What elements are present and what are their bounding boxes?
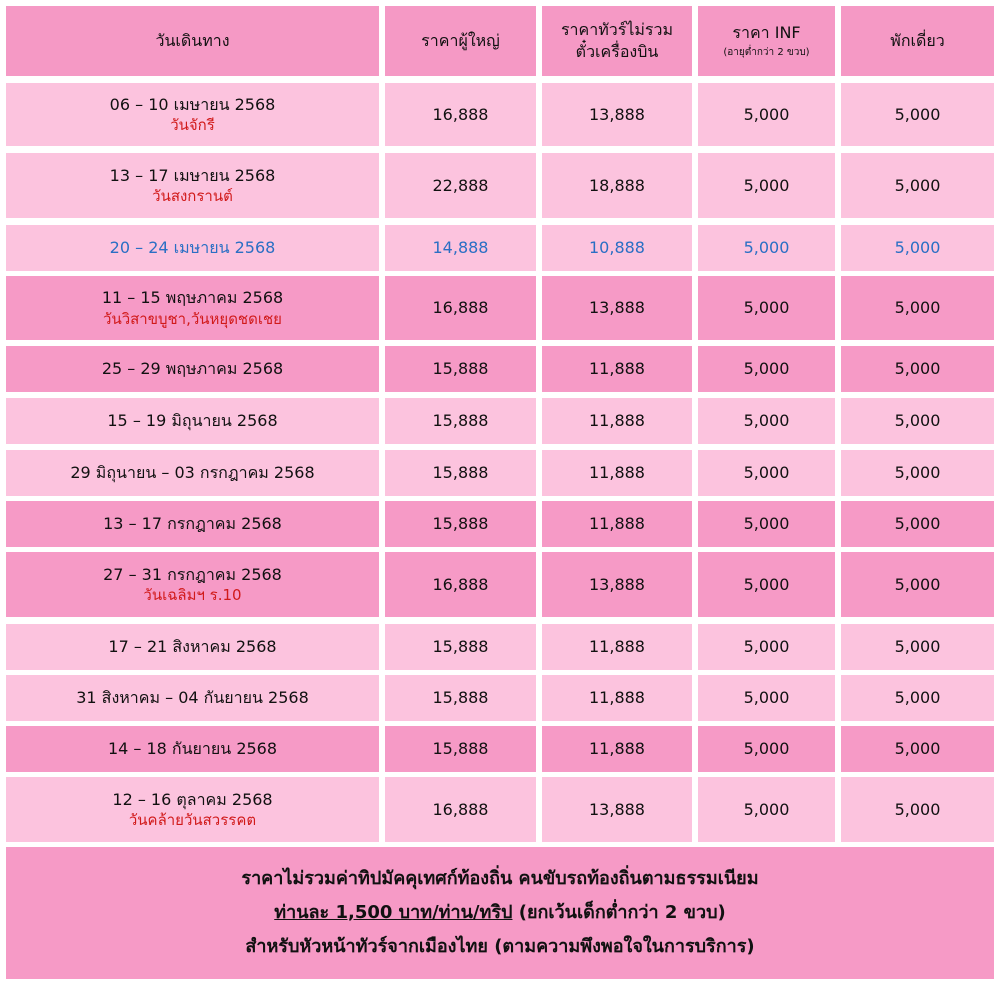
travel-date: 27 – 31 กรกฎาคม 2568 xyxy=(103,564,282,584)
travel-date: 13 – 17 กรกฎาคม 2568 xyxy=(103,514,282,534)
price-inf: 5,000 xyxy=(743,637,790,657)
footer-line2-underlined: ท่านละ 1,500 บาท/ท่าน/ทริป xyxy=(274,901,513,923)
table-cell-date xyxy=(6,552,379,617)
header-adult xyxy=(385,6,536,76)
table-cell-adult xyxy=(385,153,536,218)
table-cell-inf xyxy=(698,624,835,670)
price-inf: 5,000 xyxy=(743,298,790,318)
header-noflight xyxy=(542,6,692,76)
price-inf: 5,000 xyxy=(743,463,790,483)
table-cell-inf xyxy=(698,153,835,218)
table-cell-date xyxy=(6,777,379,842)
table-cell-single xyxy=(841,346,994,392)
price-adult: 15,888 xyxy=(432,688,489,708)
table-cell-adult xyxy=(385,225,536,271)
table-cell-noflight xyxy=(542,624,692,670)
table-cell-single xyxy=(841,153,994,218)
price-single: 5,000 xyxy=(894,799,941,819)
header-noflight-line1: ราคาทัวร์ไม่รวม xyxy=(560,20,674,40)
price-adult: 14,888 xyxy=(432,238,489,258)
travel-date: 14 – 18 กันยายน 2568 xyxy=(107,739,278,759)
price-noflight: 18,888 xyxy=(589,175,645,195)
price-inf: 5,000 xyxy=(743,359,790,379)
table-cell-inf xyxy=(698,225,835,271)
travel-date: 17 – 21 สิงหาคม 2568 xyxy=(108,637,277,657)
table-cell-noflight xyxy=(542,276,692,340)
table-cell-date xyxy=(6,398,379,444)
holiday-note: วันคล้ายวันสวรรคต xyxy=(128,811,257,830)
price-inf: 5,000 xyxy=(743,739,790,759)
travel-date: 11 – 15 พฤษภาคม 2568 xyxy=(101,288,284,308)
price-inf: 5,000 xyxy=(743,411,790,431)
table-cell-adult xyxy=(385,346,536,392)
table-cell-single xyxy=(841,726,994,772)
table-cell-single xyxy=(841,276,994,340)
table-cell-date xyxy=(6,450,379,496)
footer-line2 xyxy=(274,901,726,925)
table-cell-single xyxy=(841,552,994,617)
table-cell-date xyxy=(6,83,379,146)
table-cell-single xyxy=(841,675,994,721)
travel-date: 15 – 19 มิถุนายน 2568 xyxy=(107,411,278,431)
price-single: 5,000 xyxy=(894,574,941,594)
table-cell-inf xyxy=(698,726,835,772)
table-cell-noflight xyxy=(542,501,692,547)
price-noflight: 11,888 xyxy=(589,637,645,657)
price-noflight: 13,888 xyxy=(589,799,645,819)
price-adult: 15,888 xyxy=(432,514,489,534)
price-single: 5,000 xyxy=(894,637,941,657)
holiday-note: วันเฉลิมฯ ร.10 xyxy=(143,586,242,605)
table-cell-inf xyxy=(698,276,835,340)
price-noflight: 11,888 xyxy=(589,411,645,431)
holiday-note: วันวิสาขบูชา,วันหยุดชดเชย xyxy=(103,309,282,328)
header-date-label: วันเดินทาง xyxy=(155,31,230,51)
price-single: 5,000 xyxy=(894,238,941,258)
table-cell-adult xyxy=(385,501,536,547)
table-cell-date xyxy=(6,501,379,547)
table-cell-inf xyxy=(698,501,835,547)
table-cell-noflight xyxy=(542,450,692,496)
table-cell-adult xyxy=(385,726,536,772)
travel-date: 25 – 29 พฤษภาคม 2568 xyxy=(101,359,284,379)
table-cell-inf xyxy=(698,675,835,721)
price-adult: 16,888 xyxy=(432,574,489,594)
footer-line2-rest: (ยกเว้นเด็กต่ำกว่า 2 ขวบ) xyxy=(512,901,726,923)
price-single: 5,000 xyxy=(894,688,941,708)
table-cell-date xyxy=(6,624,379,670)
table-cell-inf xyxy=(698,346,835,392)
price-inf: 5,000 xyxy=(743,688,790,708)
price-adult: 15,888 xyxy=(432,637,489,657)
header-single xyxy=(841,6,994,76)
travel-date: 12 – 16 ตุลาคม 2568 xyxy=(112,789,273,809)
price-single: 5,000 xyxy=(894,411,941,431)
table-cell-single xyxy=(841,624,994,670)
price-noflight: 10,888 xyxy=(589,238,645,258)
table-cell-date xyxy=(6,675,379,721)
price-adult: 15,888 xyxy=(432,463,489,483)
table-cell-noflight xyxy=(542,346,692,392)
table-cell-inf xyxy=(698,552,835,617)
header-single-label: พักเดี่ยว xyxy=(890,31,945,51)
price-adult: 16,888 xyxy=(432,799,489,819)
holiday-note: วันจักรี xyxy=(170,116,215,135)
price-inf: 5,000 xyxy=(743,175,790,195)
price-single: 5,000 xyxy=(894,514,941,534)
price-noflight: 11,888 xyxy=(589,463,645,483)
price-inf: 5,000 xyxy=(743,799,790,819)
table-cell-inf xyxy=(698,398,835,444)
table-cell-date xyxy=(6,276,379,340)
price-single: 5,000 xyxy=(894,175,941,195)
price-adult: 15,888 xyxy=(432,411,489,431)
price-noflight: 13,888 xyxy=(589,298,645,318)
price-noflight: 13,888 xyxy=(589,574,645,594)
table-cell-inf xyxy=(698,83,835,146)
footer-note xyxy=(6,847,994,979)
price-inf: 5,000 xyxy=(743,574,790,594)
price-adult: 16,888 xyxy=(432,298,489,318)
table-cell-noflight xyxy=(542,675,692,721)
header-adult-label: ราคาผู้ใหญ่ xyxy=(421,31,500,51)
table-cell-noflight xyxy=(542,398,692,444)
price-adult: 22,888 xyxy=(432,175,489,195)
table-cell-single xyxy=(841,501,994,547)
price-noflight: 11,888 xyxy=(589,359,645,379)
header-date xyxy=(6,6,379,76)
table-cell-single xyxy=(841,450,994,496)
travel-date: 06 – 10 เมษายน 2568 xyxy=(109,94,276,114)
price-noflight: 11,888 xyxy=(589,514,645,534)
table-cell-adult xyxy=(385,398,536,444)
header-noflight-line2: ตั๋วเครื่องบิน xyxy=(575,42,659,61)
table-cell-noflight xyxy=(542,552,692,617)
price-single: 5,000 xyxy=(894,359,941,379)
table-cell-date xyxy=(6,225,379,271)
table-cell-single xyxy=(841,225,994,271)
price-inf: 5,000 xyxy=(743,238,790,258)
header-inf xyxy=(698,6,835,76)
footer-line1: ราคาไม่รวมค่าทิปมัคคุเทศก์ท้องถิ่น คนขับรถท้องถิ่นตามธรรมเนียม xyxy=(241,867,759,889)
table-cell-noflight xyxy=(542,225,692,271)
table-cell-inf xyxy=(698,450,835,496)
table-cell-adult xyxy=(385,777,536,842)
table-cell-adult xyxy=(385,83,536,146)
table-cell-date xyxy=(6,726,379,772)
header-inf-line1: ราคา INF xyxy=(732,23,801,43)
price-single: 5,000 xyxy=(894,739,941,759)
footer-line3: สำหรับหัวหน้าทัวร์จากเมืองไทย (ตามความพึงพอใจในการบริการ) xyxy=(245,936,755,958)
table-cell-single xyxy=(841,777,994,842)
table-cell-adult xyxy=(385,624,536,670)
table-cell-adult xyxy=(385,675,536,721)
table-cell-noflight xyxy=(542,83,692,146)
table-cell-date xyxy=(6,346,379,392)
travel-date: 20 – 24 เมษายน 2568 xyxy=(109,238,276,258)
table-cell-noflight xyxy=(542,153,692,218)
travel-date: 13 – 17 เมษายน 2568 xyxy=(109,165,276,185)
table-cell-noflight xyxy=(542,777,692,842)
price-single: 5,000 xyxy=(894,298,941,318)
price-adult: 16,888 xyxy=(432,104,489,124)
price-noflight: 11,888 xyxy=(589,688,645,708)
table-cell-date xyxy=(6,153,379,218)
price-adult: 15,888 xyxy=(432,359,489,379)
header-inf-line2: (อายุต่ำกว่า 2 ขวบ) xyxy=(723,47,810,59)
travel-date: 31 สิงหาคม – 04 กันยายน 2568 xyxy=(76,688,309,708)
table-cell-adult xyxy=(385,276,536,340)
table-cell-inf xyxy=(698,777,835,842)
price-noflight: 13,888 xyxy=(589,104,645,124)
table-cell-single xyxy=(841,83,994,146)
price-inf: 5,000 xyxy=(743,104,790,124)
table-cell-adult xyxy=(385,552,536,617)
travel-date: 29 มิถุนายน – 03 กรกฎาคม 2568 xyxy=(70,463,315,483)
table-cell-single xyxy=(841,398,994,444)
table-cell-adult xyxy=(385,450,536,496)
price-single: 5,000 xyxy=(894,104,941,124)
price-single: 5,000 xyxy=(894,463,941,483)
price-inf: 5,000 xyxy=(743,514,790,534)
holiday-note: วันสงกรานต์ xyxy=(152,187,233,206)
price-noflight: 11,888 xyxy=(589,739,645,759)
table-cell-noflight xyxy=(542,726,692,772)
price-adult: 15,888 xyxy=(432,739,489,759)
